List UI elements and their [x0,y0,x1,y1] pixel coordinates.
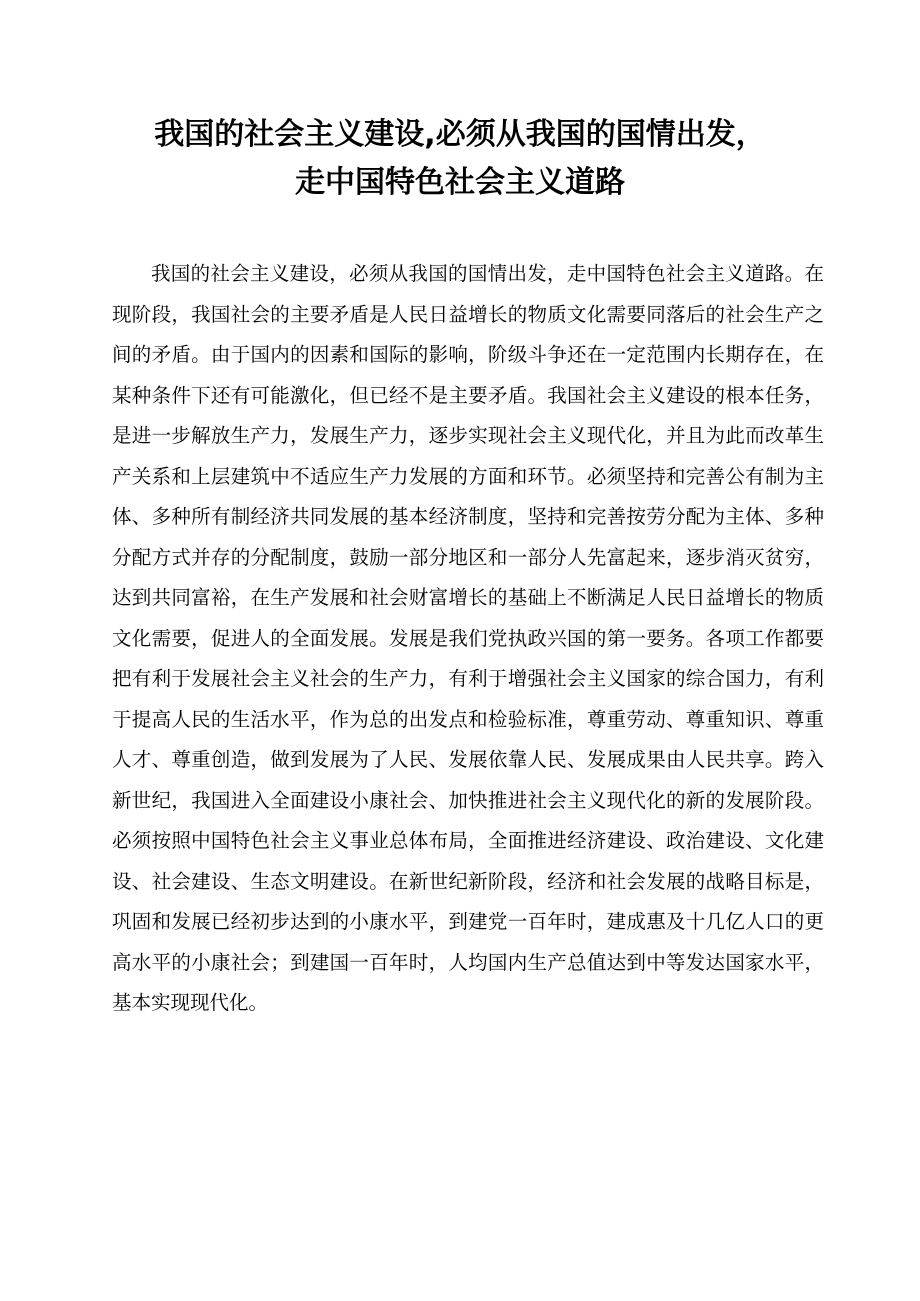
document-title-line-2: 走中国特色社会主义道路 [295,165,625,200]
body-paragraph: 我国的社会主义建设，必须从我国的国情出发，走中国特色社会主义道路。在现阶段，我国社会的主要矛盾是人民日益增长的物质文化需要同落后的社会生产之间的矛盾。由于国内的因素和国际的影响，阶级斗争还在一定范围内长期存在，在某种条件下还有可能激化，但已经不是主要矛盾。我国社会主义建设的根本任务，是进一步解放生产力，发展生产力，逐步实现社会主义现代化，并且为此而改革生产关系和上层建筑中不适应生产力发展的方面和环节。必须坚持和完善公有制为主体、多种所有制经济共同发展的基本经济制度，坚持和完善按劳分配为主体、多种分配方式并存的分配制度，鼓励一部分地区和一部分人先富起来，逐步消灭贫穷，达到共同富裕，在生产发展和社会财富增长的基础上不断满足人民日益增长的物质文化需要，促进人的全面发展。发展是我们党执政兴国的第一要务。各项工作都要把有利于发展社会主义社会的生产力，有利于增强社会主义国家的综合国力，有利于提高人民的生活水平，作为总的出发点和检验标准，尊重劳动、尊重知识、尊重人才、尊重创造，做到发展为了人民、发展依靠人民、发展成果由人民共享。跨入新世纪，我国进入全面建设小康社会、加快推进社会主义现代化的新的发展阶段。必须按照中国特色社会主义事业总体布局，全面推进经济建设、政治建设、文化建设、社会建设、生态文明建设。在新世纪新阶段，经济和社会发展的战略目标是，巩固和发展已经初步达到的小康水平，到建党一百年时，建成惠及十几亿人口的更高水平的小康社会；到建国一百年时，人均国内生产总值达到中等发达国家水平，基本实现现代化。 [112,262,824,1014]
document-title-line-1: 我国的社会主义建设,必须从我国的国情出发， [154,117,766,152]
